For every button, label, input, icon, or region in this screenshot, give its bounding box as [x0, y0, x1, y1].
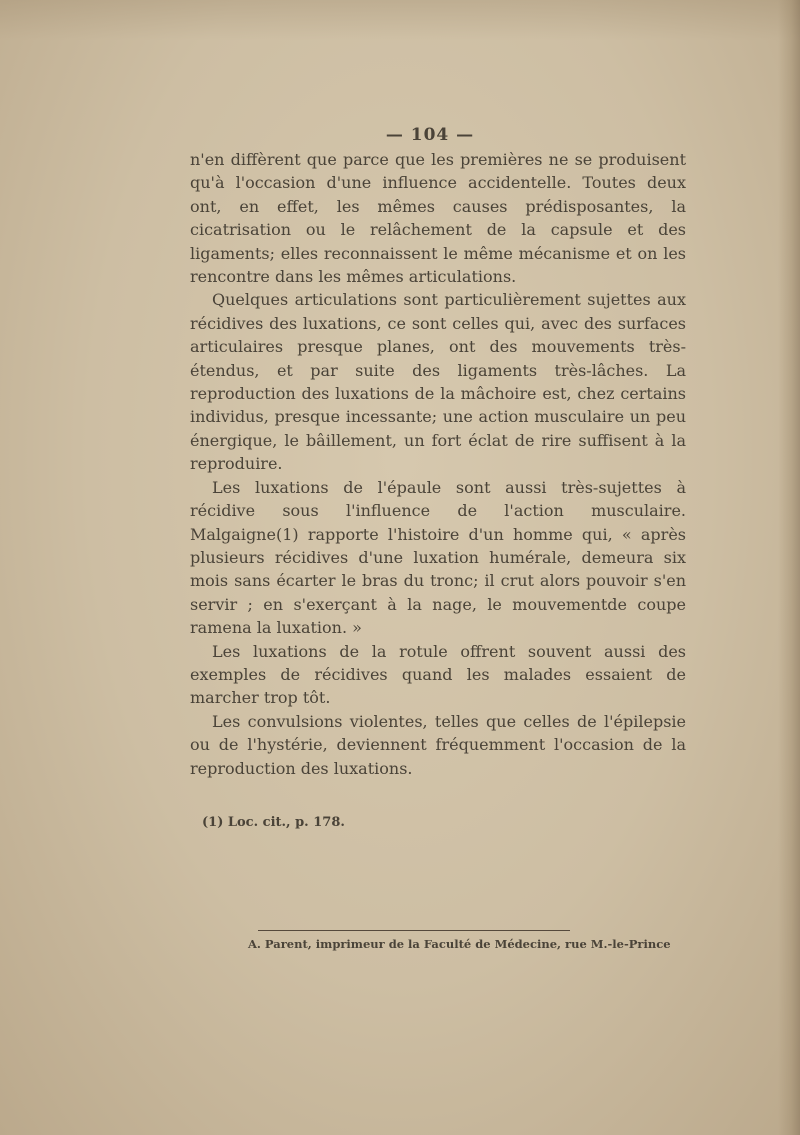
paragraph-1: n'en diffèrent que parce que les premières ne se produisent qu'à l'occasion d'une influence accidentelle. Toutes deux ont, en effet, les mêmes causes prédisposantes, la cicatrisation ou le relâchement de la capsule et des ligaments; elles reconnaissent le même mécanisme et on les rencontre dans les mêmes articulations.	[190, 150, 686, 287]
printer-imprint: A. Parent, imprimeur de la Faculté de Médecine, rue M.-le-Prince	[248, 937, 671, 951]
paragraph-4: Les luxations de la rotule offrent souvent aussi des exemples de récidives quand les malades essaient de marcher trop tôt.	[190, 641, 686, 708]
paragraph-5: Les convulsions violentes, telles que celles de l'épilepsie ou de l'hystérie, deviennent fréquemment l'occasion de la reproduction des luxations.	[190, 711, 686, 778]
page-edge-shadow-top	[0, 0, 800, 40]
page-edge-shadow-right	[778, 0, 800, 1135]
printer-divider	[258, 930, 570, 931]
footnote: (1) Loc. cit., p. 178.	[202, 815, 345, 830]
paragraph-3: Les luxations de l'épaule sont aussi très-sujettes à récidive sous l'influence de l'action musculaire. Malgaigne(1) rapporte l'histoire d'un homme qui, « après plusieurs récidives d'une luxation humérale, demeura six mois sans écarter le bras du tronc; il crut alors pouvoir s'en servir ; en s'exerçant à la nage, le mouvementde coupe ramena la luxation. »	[190, 477, 686, 638]
paragraph-2: Quelques articulations sont particulièrement sujettes aux récidives des luxations, ce sont celles qui, avec des surfaces articulaires presque planes, ont des mouvements très-étendus, et par suite des ligaments très-lâches. La reproduction des luxations de la mâchoire est, chez certains individus, presque incessante; une action musculaire un peu énergique, le bâillement, un fort éclat de rire suffisent à la reproduire.	[190, 290, 686, 474]
page-number: — 104 —	[385, 125, 475, 145]
body-text	[190, 148, 686, 780]
